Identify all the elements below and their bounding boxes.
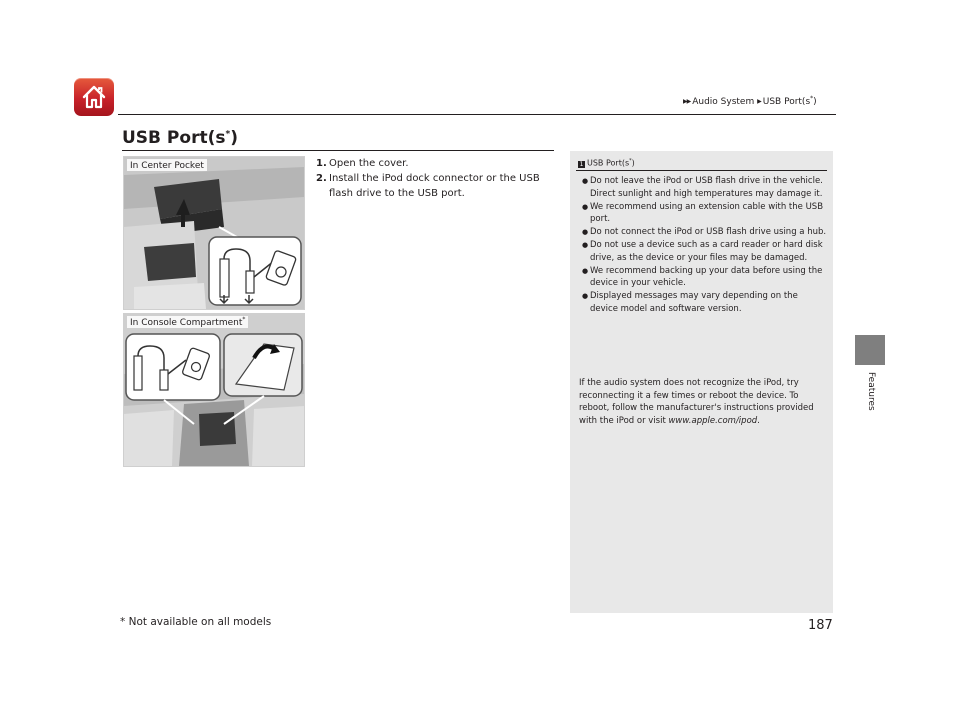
- note-bullet: ● Do not use a device such as a card reader or hard disk drive, as the device or your files may be damaged.: [582, 239, 827, 264]
- note-bullet: ● We recommend backing up your data before using the device in your vehicle.: [582, 265, 827, 290]
- side-tab-label: Features: [866, 372, 876, 411]
- illustration-label: In Center Pocket: [127, 159, 207, 171]
- breadcrumb-arrow-icon: ▶▶: [683, 98, 691, 105]
- breadcrumb-arrow-icon: ▶: [757, 98, 761, 105]
- illustration-label: In Console Compartment*: [127, 316, 248, 328]
- breadcrumb-item-usb-ports[interactable]: USB Port(s*): [762, 95, 817, 107]
- page-number: 187: [808, 618, 833, 633]
- apple-link[interactable]: www.apple.com/ipod: [668, 415, 758, 426]
- note-bullet: ● Displayed messages may vary depending on the device model and software version.: [582, 290, 827, 315]
- step-number: 1.: [316, 158, 327, 169]
- page-title: USB Port(s*): [122, 128, 238, 148]
- breadcrumb: [683, 95, 817, 107]
- note-bullet: ● Do not connect the iPod or USB flash drive using a hub.: [582, 226, 827, 239]
- illustration-console-compartment: [123, 313, 305, 467]
- note-paragraph: If the audio system does not recognize the iPod, try reconnecting it a few times or reboot the device. To reboot, follow the manufacturer's instructions provided with the iPod or visit www.apple.com/ipod.: [579, 378, 814, 426]
- illustration-center-pocket: [123, 156, 305, 310]
- note-title: 1 USB Port(s*): [579, 158, 635, 168]
- footnote: * Not available on all models: [120, 616, 272, 628]
- steps-list: [316, 156, 556, 201]
- step-2: [316, 171, 556, 201]
- home-button[interactable]: [74, 78, 114, 116]
- step-text: Install the iPod dock connector or the USB flash drive to the USB port.: [329, 173, 540, 199]
- home-icon: [81, 84, 107, 110]
- breadcrumb-item-audio-system[interactable]: Audio System: [692, 97, 755, 107]
- note-ref-icon: 1: [579, 160, 584, 168]
- side-tab-marker: [855, 335, 885, 365]
- step-number: 2.: [316, 173, 327, 184]
- header-rule: [118, 114, 836, 115]
- note-rule: [576, 170, 827, 171]
- step-1: [316, 156, 556, 171]
- console-compartment-drawing: [124, 314, 304, 466]
- center-pocket-drawing: [124, 157, 304, 309]
- step-text: Open the cover.: [329, 158, 409, 169]
- note-box: [570, 151, 833, 613]
- note-bullet: ● Do not leave the iPod or USB flash drive in the vehicle. Direct sunlight and high temperatures may damage it.: [582, 175, 827, 200]
- note-bullet: ● We recommend using an extension cable with the USB port.: [582, 201, 827, 226]
- breadcrumb-star: *: [810, 95, 814, 102]
- note-bullets: [582, 175, 827, 316]
- title-rule: [122, 150, 554, 151]
